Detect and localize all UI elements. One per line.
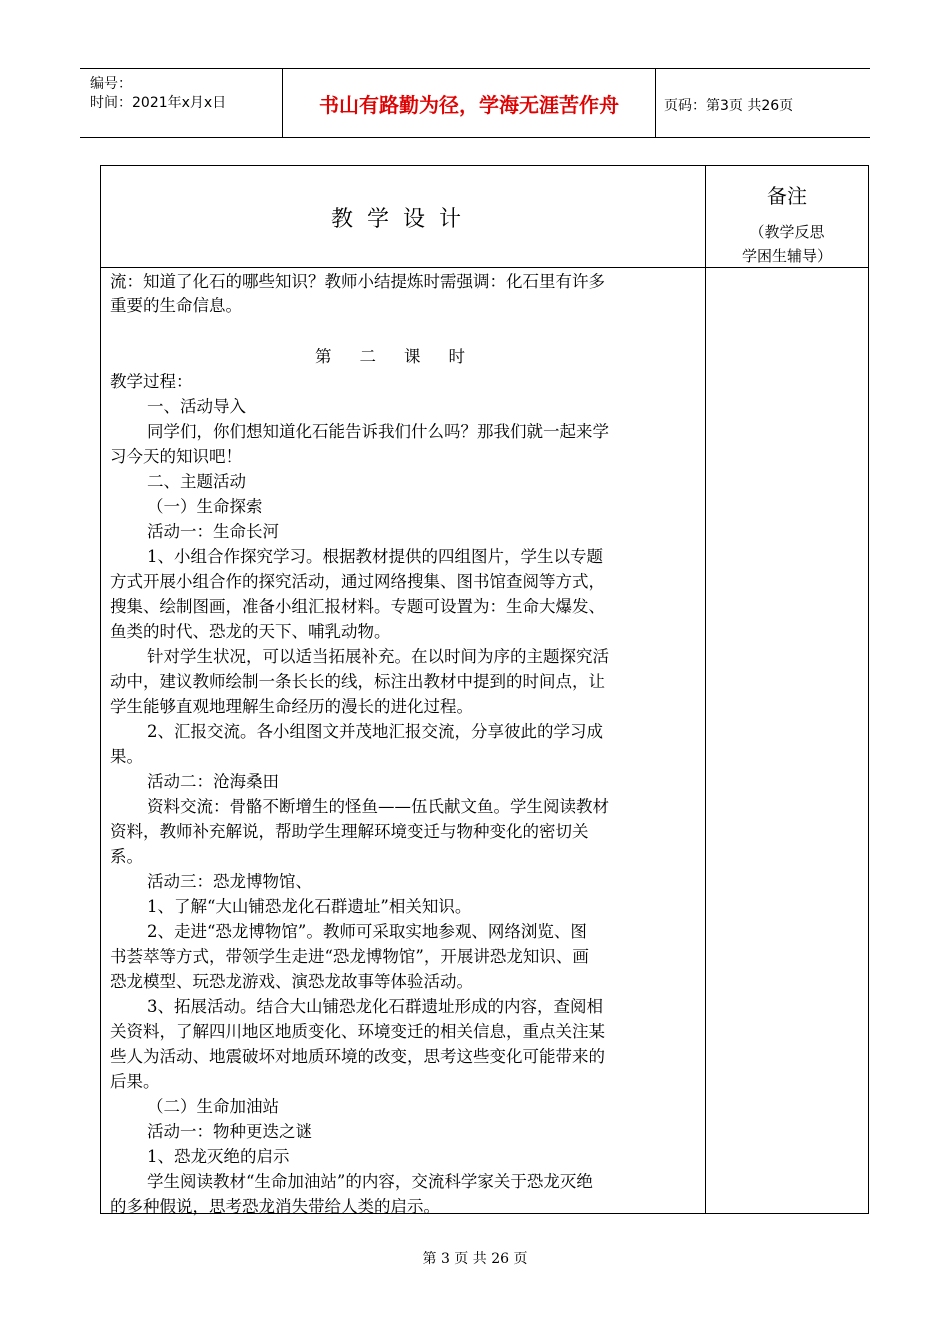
text-line: （一）生命探索 xyxy=(147,497,263,516)
row-divider xyxy=(101,267,868,268)
notes-title: 备注 xyxy=(767,184,807,208)
text-line: 同学们，你们想知道化石能告诉我们什么吗？那我们就一起来学 xyxy=(147,422,609,441)
text-line: 资料交流：骨骼不断增生的怪鱼——伍氏献文鱼。学生阅读教材 xyxy=(147,797,609,816)
lesson-table xyxy=(100,165,869,1214)
text-line: 流：知道了化石的哪些知识？教师小结提炼时需强调：化石里有许多 xyxy=(110,272,605,291)
text-line: 学生阅读教材“生命加油站”的内容，交流科学家关于恐龙灭绝 xyxy=(147,1172,593,1191)
text-line: 习今天的知识吧！ xyxy=(110,447,242,466)
text-line: 1、恐龙灭绝的启示 xyxy=(147,1147,290,1166)
text-line: 些人为活动、地震破坏对地质环境的改变，思考这些变化可能带来的 xyxy=(110,1047,605,1066)
text-line: 活动一：物种更迭之谜 xyxy=(147,1122,312,1141)
text-line: 重要的生命信息。 xyxy=(110,296,242,315)
text-line: 学生能够直观地理解生命经历的漫长的进化过程。 xyxy=(110,697,473,716)
page-footer: 第 3 页 共 26 页 xyxy=(422,1251,528,1267)
document-header xyxy=(80,68,870,138)
text-line: 一、活动导入 xyxy=(147,397,246,416)
text-line: 资料，教师补充解说，帮助学生理解环境变迁与物种变化的密切关 xyxy=(110,822,589,841)
text-line: 活动二：沧海桑田 xyxy=(147,772,279,791)
text-line: 的多种假说，思考恐龙消失带给人类的启示。 xyxy=(110,1197,440,1216)
text-line: 1、了解“大山铺恐龙化石群遗址”相关知识。 xyxy=(147,897,472,916)
text-line: 二、主题活动 xyxy=(147,472,246,491)
motto: 书山有路勤为径，学海无涯苦作舟 xyxy=(283,69,656,137)
text-line: 恐龙模型、玩恐龙游戏、演恐龙故事等体验活动。 xyxy=(110,972,473,991)
column-divider xyxy=(705,166,706,1213)
text-line: 2、走进“恐龙博物馆”。教师可采取实地参观、网络浏览、图 xyxy=(147,922,587,941)
section-heading: 第二课时 xyxy=(315,347,493,366)
design-title: 教学设计 xyxy=(330,207,475,232)
text-line: 书荟萃等方式，带领学生走进“恐龙博物馆”，开展讲恐龙知识、画 xyxy=(110,947,589,966)
notes-subtitle-1: （教学反思 xyxy=(749,223,825,241)
text-line: 1、小组合作探究学习。根据教材提供的四组图片，学生以专题 xyxy=(147,547,603,566)
text-line: 搜集、绘制图画，准备小组汇报材料。专题可设置为：生命大爆发、 xyxy=(110,597,605,616)
text-line: 系。 xyxy=(110,847,143,866)
text-line: （二）生命加油站 xyxy=(147,1097,279,1116)
text-line: 关资料，了解四川地区地质变化、环境变迁的相关信息，重点关注某 xyxy=(110,1022,605,1041)
text-line: 2、汇报交流。各小组图文并茂地汇报交流，分享彼此的学习成 xyxy=(147,722,603,741)
text-line: 教学过程： xyxy=(110,372,193,391)
page-info: 页码：第3页 共26页 xyxy=(664,98,794,114)
text-line: 方式开展小组合作的探究活动，通过网络搜集、图书馆查阅等方式， xyxy=(110,572,605,591)
text-line: 针对学生状况，可以适当拓展补充。在以时间为序的主题探究活 xyxy=(147,647,609,666)
text-line: 动中，建议教师绘制一条长长的线，标注出教材中提到的时间点，让 xyxy=(110,672,605,691)
text-line: 果。 xyxy=(110,747,143,766)
text-line: 鱼类的时代、恐龙的天下、哺乳动物。 xyxy=(110,622,391,641)
text-line: 3、拓展活动。结合大山铺恐龙化石群遗址形成的内容，查阅相 xyxy=(147,997,603,1016)
text-line: 后果。 xyxy=(110,1072,160,1091)
text-line: 活动一：生命长河 xyxy=(147,522,279,541)
number-label: 编号： xyxy=(90,76,132,92)
notes-subtitle-2: 学困生辅导） xyxy=(741,247,832,265)
header-meta-cell xyxy=(80,69,283,137)
text-line: 活动三：恐龙博物馆、 xyxy=(147,872,312,891)
time-label: 时间：2021年x月x日 xyxy=(90,95,227,111)
